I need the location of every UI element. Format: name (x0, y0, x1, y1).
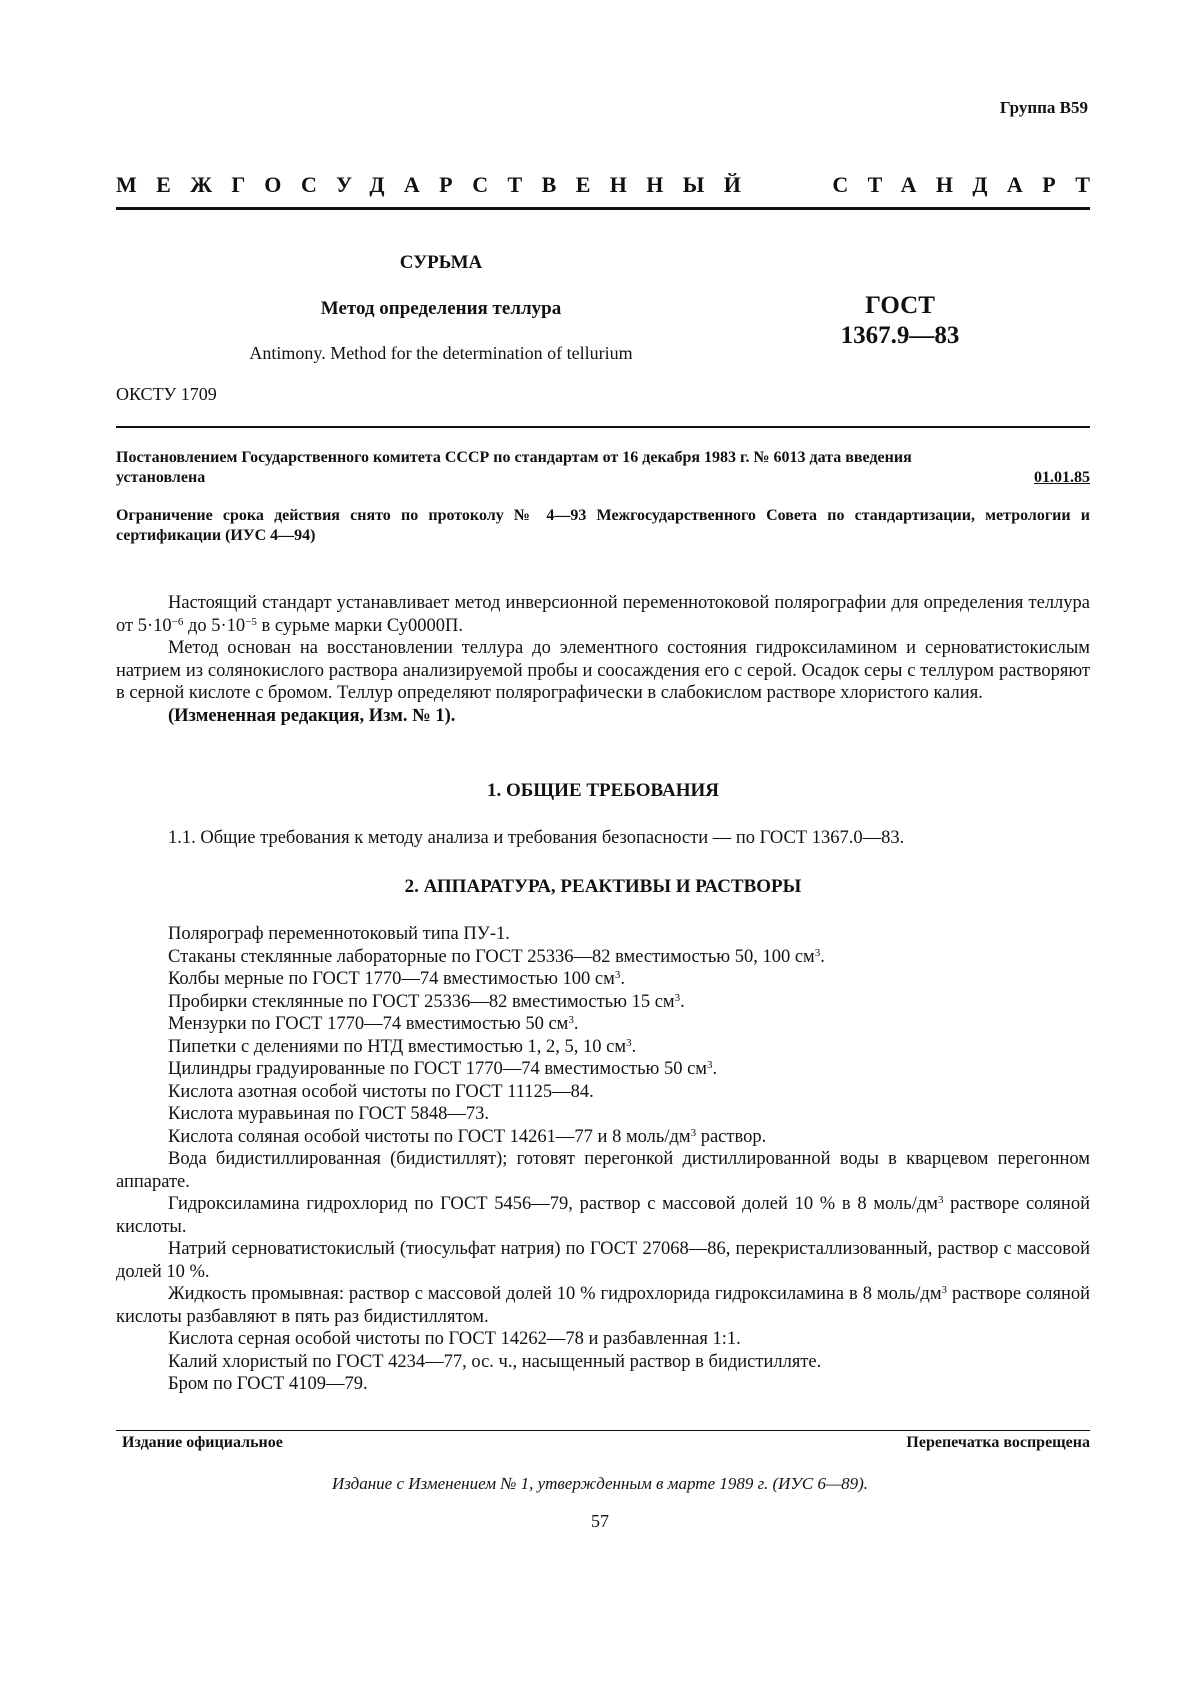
page-number: 57 (591, 1511, 609, 1531)
reagent-item: Гидроксиламина гидрохлорид по ГОСТ 5456—79, раствор с массовой долей 10 % в 8 моль/$дм^3$ растворе соляной кислоты. (116, 1194, 1090, 1237)
effective-date: 01.01.85 (1034, 469, 1090, 486)
gost-designation (800, 291, 1000, 351)
reagent-item: Полярограф переменнотоковый типа ПУ-1. (168, 924, 510, 944)
english-title: Antimony. Method for the determination of tellurium (249, 343, 633, 363)
group-code: Группа В59 (999, 98, 1088, 117)
banner-word-interstate: МЕЖГОСУДАРСТВЕННЫЙ (116, 172, 761, 197)
amendment-note: (Измененная редакция, Изм. № 1). (168, 705, 456, 726)
reagent-item: Калий хлористый по ГОСТ 4234—77, ос. ч., насыщенный раствор в бидистилляте. (168, 1351, 822, 1372)
reagent-item: Мензурки по ГОСТ 1770—74 вместимостью 50 $см^3$. (168, 1014, 579, 1034)
reagent-item: Пипетки с делениями по НТД вместимостью 1, 2, 5, 10 $см^3$. (168, 1036, 637, 1057)
header-divider (116, 426, 1090, 428)
method-title: Метод определения теллура (320, 298, 562, 319)
introduction (116, 592, 1090, 727)
intro-paragraph-scope: Настоящий стандарт устанавливает метод инверсионной переменнотоковой полярографии для определения теллура от $5\cdot 10^{-6}$ до $5\cdot 10^{-5}$ в сурьме марки Су0000П. (116, 593, 1090, 636)
clause-1-1: 1.1. Общие требования к методу анализа и требования безопасности — по ГОСТ 1367.0—83. (168, 828, 905, 848)
reagent-item: Стаканы стеклянные лабораторные по ГОСТ 25336—82 вместимостью 50, 100 $см^3$. (168, 946, 825, 967)
intro-paragraph-method: Метод основан на восстановлении теллура до элементного состояния гидроксиламином и серноватистокислым натрием из солянокислого раствора анализируемой пробы и соосаждения его с серой. Осадок серы с теллуром растворяют в серной кислоте с бромом. Теллур определяют полярографически в слабокислом растворе хлористого калия. (116, 638, 1090, 703)
official-edition-note: Издание официальное (122, 1434, 283, 1451)
reagent-item: Колбы мерные по ГОСТ 1770—74 вместимостью 100 $см^3$. (168, 969, 625, 989)
document-title: СУРЬМА (399, 252, 483, 273)
reagent-item: Жидкость промывная: раствор с массовой долей 10 % гидрохлорида гидроксиламина в 8 моль/$дм^3$ растворе соляной кислоты разбавляют в пять раз бидистиллятом. (116, 1284, 1091, 1327)
gost-label: ГОСТ (865, 292, 935, 319)
edition-note: Издание с Изменением № 1, утвержденным в марте 1989 г. (ИУС 6—89). (331, 1474, 869, 1493)
reagent-item: Пробирки стеклянные по ГОСТ 25336—82 вместимостью 15 $см^3$. (168, 991, 685, 1012)
reagent-item: Кислота муравьиная по ГОСТ 5848—73. (168, 1104, 490, 1124)
reagent-item: Кислота соляная особой чистоты по ГОСТ 14261—77 и 8 моль/$дм^3$ раствор. (168, 1126, 767, 1147)
standard-banner (116, 172, 1110, 198)
reagent-item: Натрий серноватистокислый (тиосульфат натрия) по ГОСТ 27068—86, перекристаллизованный, раствор с массовой долей 10 %. (116, 1239, 1090, 1282)
decree-block (116, 448, 1090, 488)
banner-word-standard: СТАНДАРТ (832, 172, 1110, 197)
validity-limit-note: Ограничение срока действия снято по протоколу № 4—93 Межгосударственного Совета по стандартизации, метрологии и сертификации (ИУС 4—94) (116, 507, 1090, 544)
reagent-item: Бром по ГОСТ 4109—79. (168, 1374, 368, 1394)
reagent-item: Кислота азотная особой чистоты по ГОСТ 11125—84. (168, 1081, 594, 1102)
section-heading-apparatus: 2. АППАРАТУРА, РЕАКТИВЫ И РАСТВОРЫ (404, 876, 802, 897)
okstu-code: ОКСТУ 1709 (116, 384, 217, 404)
reagent-item: Цилиндры градуированные по ГОСТ 1770—74 вместимостью 50 $см^3$. (168, 1059, 718, 1079)
reprint-prohibited-note: Перепечатка воспрещена (906, 1434, 1090, 1451)
reagent-item: Вода бидистиллированная (бидистиллят); готовят перегонкой дистиллированной воды в кварцевом перегонном аппарате. (116, 1149, 1090, 1192)
decree-established: установлена (116, 469, 206, 486)
decree-line: Постановлением Государственного комитета СССР по стандартам от 16 декабря 1983 г. № 6013 дата введения (116, 449, 912, 466)
reagent-item: Кислота серная особой чистоты по ГОСТ 14262—78 и разбавленная 1:1. (168, 1329, 741, 1349)
gost-number: 1367.9—83 (840, 322, 960, 349)
reagents-list (116, 923, 1090, 1396)
section-heading-general: 1. ОБЩИЕ ТРЕБОВАНИЯ (486, 780, 720, 801)
banner-divider (116, 207, 1090, 210)
footer-divider (116, 1430, 1090, 1431)
